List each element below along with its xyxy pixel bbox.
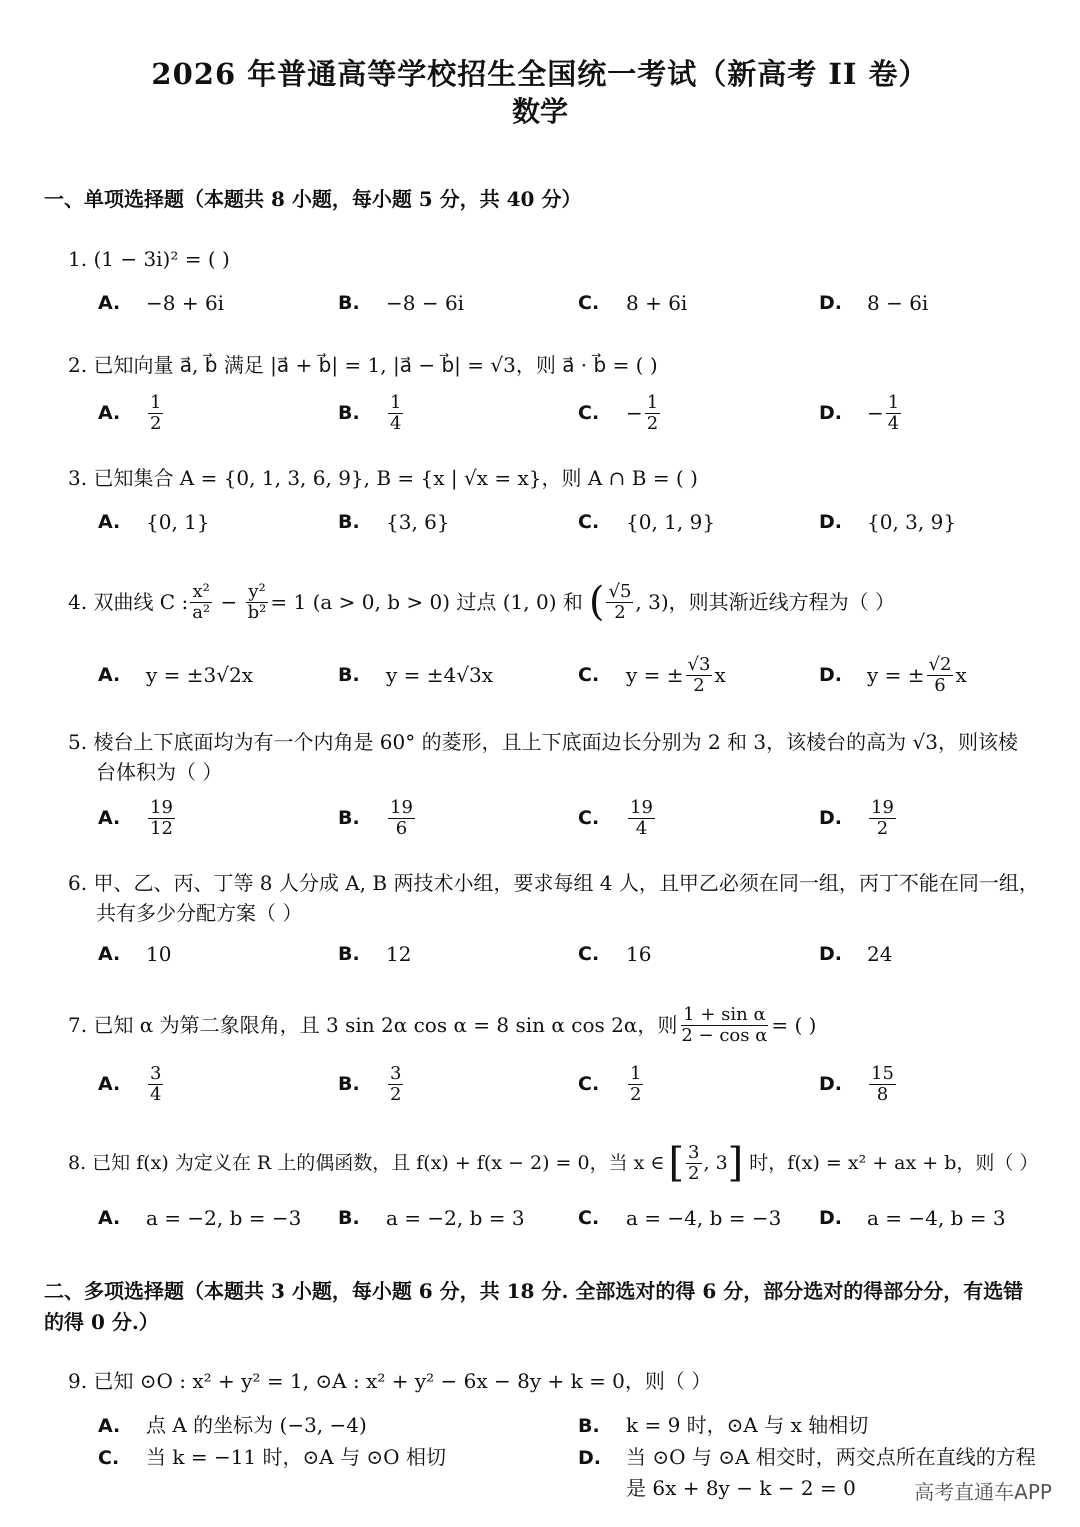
option-d[interactable]: D. − $\frac{1}{4}$ bbox=[819, 391, 900, 434]
fraction: $\frac{\text{x²}}{\text{a²}}$ bbox=[192, 580, 211, 623]
section-heading-single-choice: 一、单项选择题（本题共 8 小题，每小题 5 分，共 40 分） bbox=[44, 187, 582, 211]
question-2-options bbox=[98, 390, 1058, 436]
option-b[interactable]: B. $\frac{3}{2}$ bbox=[338, 1062, 402, 1105]
option-c[interactable]: C. $\frac{1}{2}$ bbox=[578, 1062, 642, 1105]
option-a[interactable]: A. 点 A 的坐标为 (−3, −4) bbox=[98, 1413, 367, 1437]
question-3-stem: 3. 已知集合 A = {0, 1, 3, 6, 9}, B = {x | √x = x}，则 A ∩ B = ( ) bbox=[68, 466, 698, 490]
option-c[interactable]: C. 8 + 6i bbox=[578, 291, 688, 315]
option-c[interactable]: C. 16 bbox=[578, 942, 652, 966]
option-b[interactable]: B. −8 − 6i bbox=[338, 291, 465, 315]
option-a[interactable]: A. y = ±3√2x bbox=[98, 663, 254, 687]
option-d[interactable]: D. 8 − 6i bbox=[819, 291, 929, 315]
option-a[interactable]: A. $\frac{3}{4}$ bbox=[98, 1062, 162, 1105]
option-c[interactable]: C. {0, 1, 9} bbox=[578, 510, 716, 534]
fraction: $\frac{√5}{2}$ bbox=[608, 580, 632, 623]
option-a[interactable]: A. a = −2, b = −3 bbox=[98, 1206, 302, 1230]
fraction: $\frac{19}{2}$ bbox=[871, 796, 894, 839]
option-d[interactable]: D. 24 bbox=[819, 942, 893, 966]
option-b[interactable]: B. $\frac{19}{6}$ bbox=[338, 796, 413, 839]
option-b[interactable]: B. {3, 6} bbox=[338, 510, 450, 534]
question-8-options bbox=[98, 1195, 1058, 1241]
fraction: $\frac{\text{1 + sin α}}{\text{2 − cos α}}$ bbox=[681, 1003, 768, 1046]
fraction: $\frac{\text{y²}}{\text{b²}}$ bbox=[247, 580, 267, 623]
fraction: $\frac{15}{8}$ bbox=[871, 1062, 894, 1105]
option-d[interactable]: D. y = ± $\frac{√2}{6}$ x bbox=[819, 653, 967, 696]
option-b[interactable]: B. $\frac{1}{4}$ bbox=[338, 391, 402, 434]
option-b[interactable]: B. y = ±4√3x bbox=[338, 663, 494, 687]
option-d[interactable]: D. a = −4, b = 3 bbox=[819, 1206, 1006, 1230]
option-d[interactable]: D. $\frac{15}{8}$ bbox=[819, 1062, 894, 1105]
fraction: $\frac{1}{2}$ bbox=[630, 1062, 642, 1105]
question-4-stem: 4. 双曲线 C : $\frac{\text{x²}}{\text{a²}}$ − $\frac{\text{y²}}{\text{b²}}$ = 1 (a > 0, b > 0) 过点 (1, 0) 和 ( $\frac{√5}{2}$ , 3)，则其渐近线方程为（ ） bbox=[68, 579, 896, 625]
option-a[interactable]: A. $\frac{1}{2}$ bbox=[98, 391, 162, 434]
section-heading-multiple-choice: 二、多项选择题（本题共 3 小题，每小题 6 分，共 18 分. 全部选对的得 6 分，部分选对的得部分分，有选错 的得 0 分.） bbox=[44, 1279, 1024, 1334]
fraction: $\frac{1}{4}$ bbox=[390, 391, 402, 434]
fraction: $\frac{√2}{6}$ bbox=[928, 653, 952, 696]
option-a[interactable]: A. −8 + 6i bbox=[98, 291, 225, 315]
fraction: $\frac{1}{4}$ bbox=[887, 391, 900, 434]
option-d[interactable]: D. {0, 3, 9} bbox=[819, 510, 957, 534]
question-2-stem: 2. 已知向量 a⃗, b⃗ 满足 |a⃗ + b⃗| = 1, |a⃗ − b⃗| = √3，则 a⃗ · b⃗ = ( ) bbox=[68, 353, 658, 377]
fraction: $\frac{1}{2}$ bbox=[150, 391, 162, 434]
option-d[interactable]: D. 当 ⊙O 与 ⊙A 相交时，两交点所在直线的方程 是 6x + 8y − k − 2 = 0 bbox=[578, 1445, 1036, 1500]
fraction: $\frac{1}{2}$ bbox=[646, 391, 659, 434]
question-8-stem: 8. 已知 f(x) 为定义在 R 上的偶函数，且 f(x) + f(x − 2) = 0，当 x ∈ [ $\frac{3}{2}$ , 3 ] 时，f(x) = x² + ax + b，则（ ） bbox=[68, 1140, 1039, 1186]
fraction: $\frac{√3}{2}$ bbox=[687, 653, 711, 696]
option-a[interactable]: A. $\frac{19}{12}$ bbox=[98, 796, 173, 839]
question-6-options bbox=[98, 931, 1058, 977]
question-9-stem: 9. 已知 ⊙O : x² + y² = 1, ⊙A : x² + y² − 6x − 8y + k = 0，则（ ） bbox=[68, 1369, 712, 1393]
exam-title: 2026 年普通高等学校招生全国统一考试（新高考 II 卷） bbox=[151, 57, 929, 91]
fraction: $\frac{3}{2}$ bbox=[390, 1062, 402, 1105]
option-c[interactable]: C. 当 k = −11 时，⊙A 与 ⊙O 相切 bbox=[98, 1445, 446, 1469]
option-c[interactable]: C. − $\frac{1}{2}$ bbox=[578, 391, 659, 434]
option-c[interactable]: C. a = −4, b = −3 bbox=[578, 1206, 782, 1230]
fraction: $\frac{3}{4}$ bbox=[150, 1062, 162, 1105]
question-4-options bbox=[98, 652, 1058, 698]
question-7-options bbox=[98, 1061, 1058, 1107]
question-6-stem: 6. 甲、乙、丙、丁等 8 人分成 A, B 两技术小组，要求每组 4 人，且甲乙必须在同一组，丙丁不能在同一组， 共有多少分配方案（ ） bbox=[68, 871, 1039, 925]
question-1-stem: 1. (1 − 3i)² = ( ) bbox=[68, 247, 230, 271]
option-a[interactable]: A. {0, 1} bbox=[98, 510, 210, 534]
option-b[interactable]: B. a = −2, b = 3 bbox=[338, 1206, 525, 1230]
fraction: $\frac{19}{12}$ bbox=[150, 796, 173, 839]
question-3-options bbox=[98, 499, 1058, 545]
watermark: 高考直通车APP bbox=[914, 1480, 1052, 1504]
option-a[interactable]: A. 10 bbox=[98, 942, 172, 966]
question-1-options bbox=[98, 280, 1058, 326]
subject-title: 数学 bbox=[511, 95, 568, 128]
option-c[interactable]: C. $\frac{19}{4}$ bbox=[578, 796, 653, 839]
question-5-stem: 5. 棱台上下底面均为有一个内角是 60° 的菱形，且上下底面边长分别为 2 和 3，该棱台的高为 √3，则该棱 台体积为（ ） bbox=[68, 730, 1018, 784]
fraction: $\frac{3}{2}$ bbox=[688, 1141, 700, 1184]
fraction: $\frac{19}{6}$ bbox=[390, 796, 413, 839]
option-c[interactable]: C. y = ± $\frac{√3}{2}$ x bbox=[578, 653, 726, 696]
fraction: $\frac{19}{4}$ bbox=[630, 796, 653, 839]
question-7-stem: 7. 已知 α 为第二象限角，且 3 sin 2α cos α = 8 sin α cos 2α，则 $\frac{\text{1 + sin α}}{\text{2 − cos α}}$ = ( ) bbox=[68, 1003, 817, 1046]
option-b[interactable]: B. k = 9 时，⊙A 与 x 轴相切 bbox=[578, 1413, 869, 1437]
question-5-options bbox=[98, 795, 1058, 841]
option-b[interactable]: B. 12 bbox=[338, 942, 412, 966]
option-d[interactable]: D. $\frac{19}{2}$ bbox=[819, 796, 894, 839]
